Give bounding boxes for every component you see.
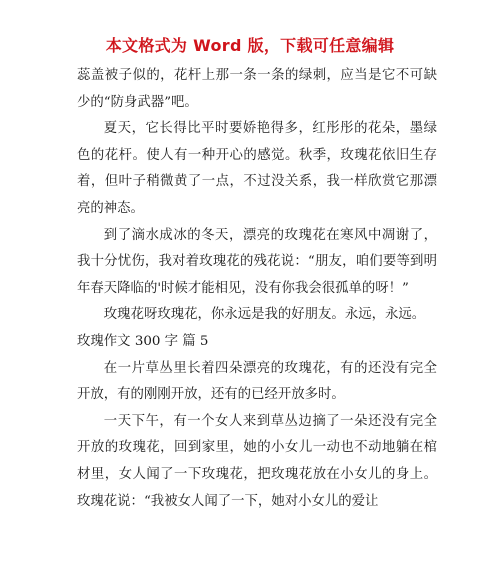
paragraph-summer-autumn: 夏天，它长得比平时要娇艳得多，红彤彤的花朵，墨绿色的花杆。使人有一种开心的感觉。秋季，玫瑰花依旧生存着，但叶子稍微黄了一点，不过没关系，我一样欣赏它那漂亮的神态。 [77, 121, 437, 216]
paragraph-four-roses: 在一片草丛里长着四朵漂亮的玫瑰花，有的还没有完全开放，有的刚刚开放，还有的已经开放多时。 [77, 360, 437, 403]
paragraph-winter: 到了滴水成冰的冬天，漂亮的玫瑰花在寒风中凋谢了，我十分忧伤，我对着玫瑰花的残花说：“朋友，咱们要等到明年春天降临的'时候才能相见，没有你我会很孤单的呀！” [77, 227, 437, 296]
document-body [77, 63, 437, 515]
paragraph-afternoon: 一天下午，有一个女人来到草丛边摘了一朵还没有完全开放的玫瑰花，回到家里，她的小女儿一动也不动地躺在棺材里，女人闻了一下玫瑰花，把玫瑰花放在小女儿的身上。玫瑰花说：“我被女人闻了一下，她对小女儿的爱让 [77, 413, 437, 509]
paragraph-continued: 蕊盖被子似的，花杆上那一条一条的绿刺，应当是它不可缺少的“防身武器”吧。 [77, 68, 437, 110]
document-banner: 本文格式为 Word 版，下载可任意编辑 [105, 36, 395, 55]
paragraph-closing: 玫瑰花呀玫瑰花，你永远是我的好朋友。永远，永远。 [103, 307, 426, 323]
section-heading: 玫瑰作文 300 字 篇 5 [77, 333, 209, 349]
